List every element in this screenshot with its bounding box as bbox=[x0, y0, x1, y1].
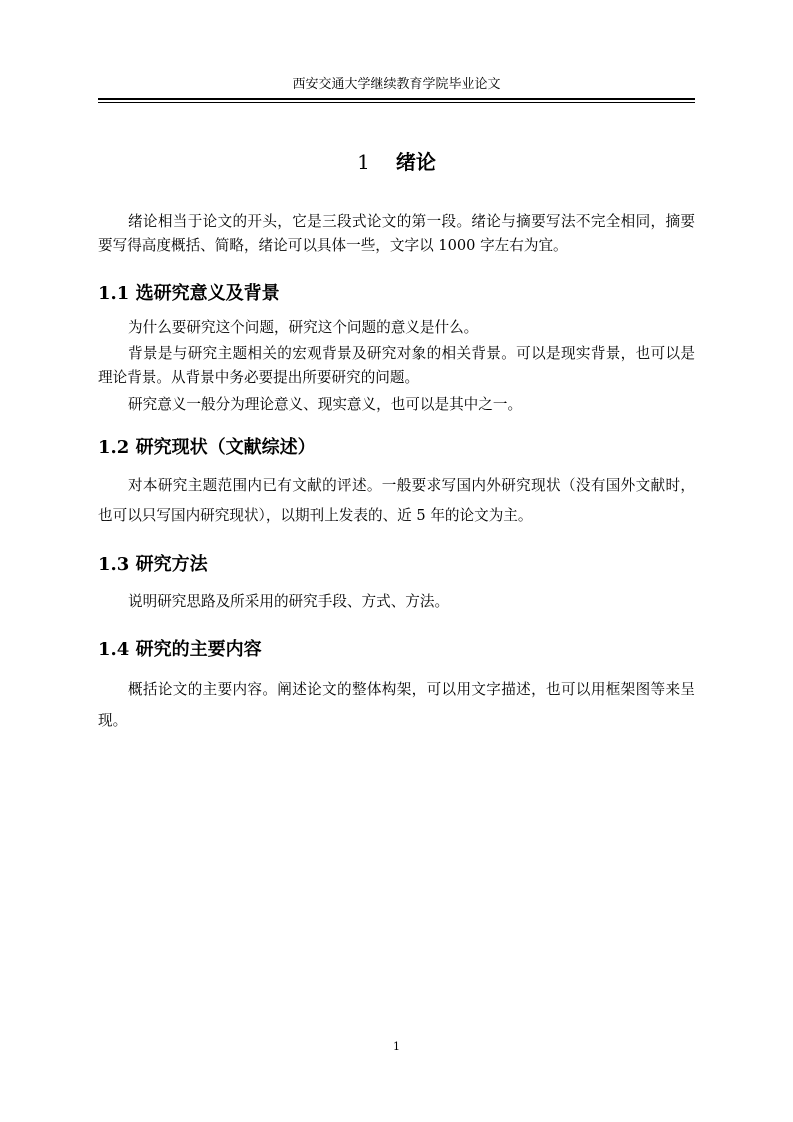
section-heading-1-3: 1.3 研究方法 bbox=[98, 554, 208, 575]
intro-paragraph: 绪论相当于论文的开头，它是三段式论文的第一段。绪论与摘要写法不完全相同，摘要要写得高度概括、简略，绪论可以具体一些，文字以 1000 字左右为宜。 bbox=[98, 213, 695, 254]
section-1-1-paragraph-3: 研究意义一般分为理论意义、现实意义，也可以是其中之一。 bbox=[128, 396, 523, 413]
section-1-2-paragraph-1: 对本研究主题范围内已有文献的评述。一般要求写国内外研究现状（没有国外文献时，也可以只写国内研究现状），以期刊上发表的、近 5 年的论文为主。 bbox=[98, 477, 695, 524]
chapter-title bbox=[98, 148, 695, 176]
section-heading-1-1: 1.1 选研究意义及背景 bbox=[98, 283, 280, 304]
section-1-1-paragraph-2: 背景是与研究主题相关的宏观背景及研究对象的相关背景。可以是现实背景，也可以是理论背景。从背景中务必要提出所要研究的问题。 bbox=[98, 345, 695, 386]
chapter-heading: 绪论 bbox=[395, 150, 436, 174]
header-rule-thick bbox=[98, 98, 695, 100]
section-1-3-paragraph-1: 说明研究思路及所采用的研究手段、方式、方法。 bbox=[128, 593, 450, 610]
header-rule-thin bbox=[98, 102, 695, 103]
section-1-1-paragraph-1: 为什么要研究这个问题，研究这个问题的意义是什么。 bbox=[128, 319, 479, 336]
section-heading-1-2: 1.2 研究现状（文献综述） bbox=[98, 437, 316, 458]
chapter-number: 1 bbox=[357, 150, 370, 174]
running-header: 西安交通大学继续教育学院毕业论文 bbox=[292, 77, 501, 92]
section-heading-1-4: 1.4 研究的主要内容 bbox=[98, 639, 262, 660]
page-number: 1 bbox=[393, 1040, 400, 1053]
section-1-4-paragraph-1: 概括论文的主要内容。阐述论文的整体构架，可以用文字描述，也可以用框架图等来呈现。 bbox=[98, 681, 695, 729]
